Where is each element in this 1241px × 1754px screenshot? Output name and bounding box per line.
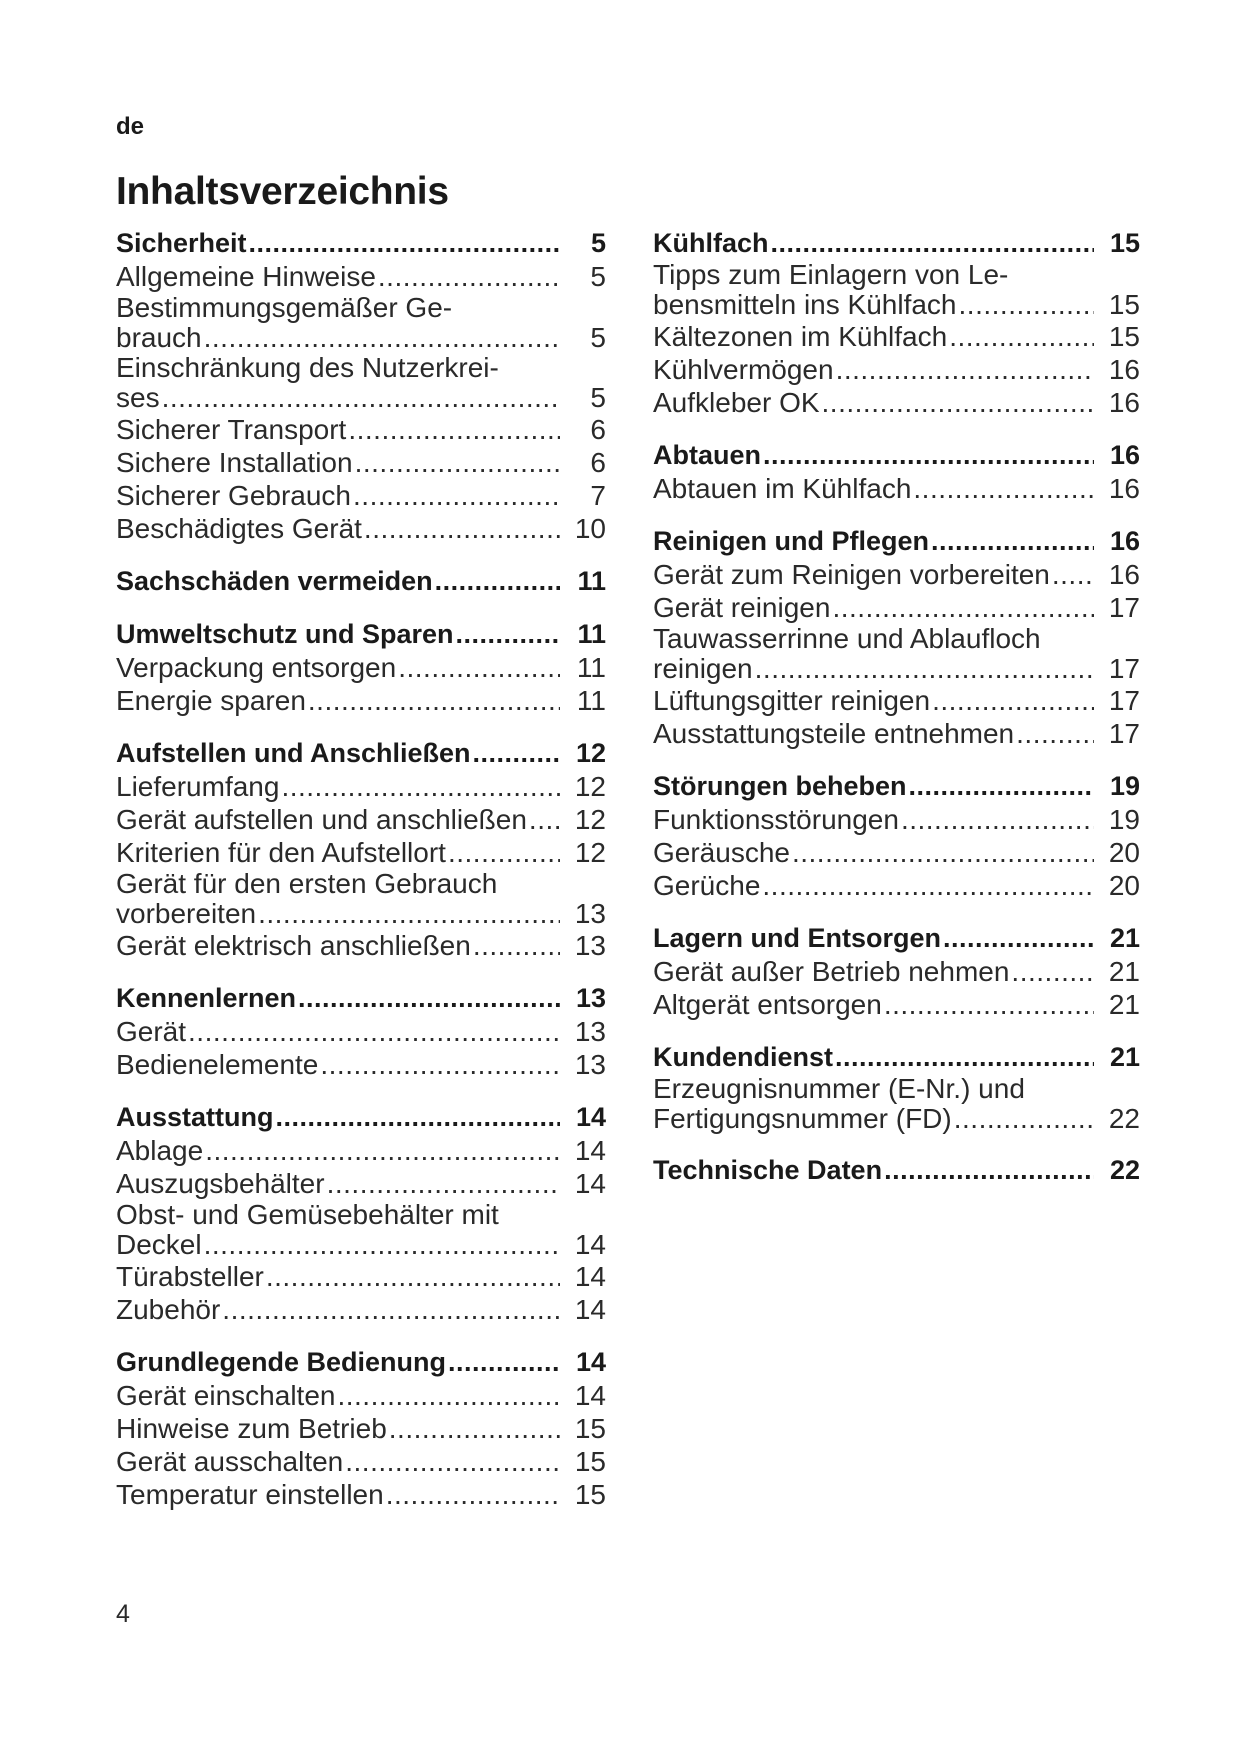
toc-page-number: 16 (1108, 387, 1140, 418)
dot-leader (1016, 717, 1094, 750)
toc-section (653, 525, 1140, 750)
dot-leader (755, 653, 1094, 684)
dot-leader (204, 1229, 560, 1260)
toc-page-number: 17 (1108, 653, 1140, 684)
toc-entry[interactable] (116, 446, 606, 479)
toc-page-number: 15 (574, 1413, 606, 1444)
toc-entry[interactable] (116, 1134, 606, 1167)
dot-leader (473, 737, 560, 770)
toc-column-left (116, 227, 606, 1531)
dot-leader (355, 446, 560, 479)
toc-section-heading[interactable] (653, 439, 1140, 472)
toc-entry-title: Auszugsbehälter (116, 1168, 325, 1199)
toc-entry[interactable] (116, 1229, 606, 1260)
toc-entry-title: bensmitteln ins Kühlfach (653, 289, 957, 320)
toc-entry-title: brauch (116, 322, 202, 353)
toc-section (653, 227, 1140, 419)
toc-page-number: 5 (590, 261, 606, 292)
toc-entry-title: Abtauen im Kühlfach (653, 473, 912, 504)
toc-section-heading[interactable] (653, 922, 1140, 955)
dot-leader (931, 525, 1094, 558)
toc-entry-title: Aufstellen und Anschließen (116, 738, 471, 768)
toc-entry-title: Funktionsstörungen (653, 804, 899, 835)
toc-page-number: 12 (574, 837, 606, 868)
toc-entry-title: Sicherer Transport (116, 414, 347, 445)
toc-page-number: 16 (1108, 559, 1140, 590)
dot-leader (266, 1260, 560, 1293)
toc-entry[interactable] (116, 651, 606, 684)
dot-leader (364, 512, 560, 545)
toc-section-heading[interactable] (653, 1041, 1140, 1074)
toc-entry[interactable] (653, 653, 1140, 684)
toc-column-right (653, 227, 1140, 1207)
dot-leader (281, 770, 560, 803)
toc-entry[interactable] (653, 472, 1140, 505)
toc-section (653, 770, 1140, 902)
toc-section (116, 618, 606, 717)
toc-entry-title: Beschädigtes Gerät (116, 513, 362, 544)
toc-entry-title-wrapped: Tipps zum Einlagern von Le- (653, 259, 1009, 290)
toc-entry[interactable] (653, 803, 1140, 836)
toc-page-number: 20 (1108, 837, 1140, 868)
dot-leader (298, 982, 560, 1015)
toc-entry[interactable] (653, 558, 1140, 591)
toc-entry-title: Kriterien für den Aufstellort (116, 837, 446, 868)
toc-entry[interactable] (116, 770, 606, 803)
toc-section-heading[interactable] (653, 770, 1140, 803)
toc-page-number: 15 (574, 1479, 606, 1510)
toc-section (116, 737, 606, 962)
dot-leader (389, 1412, 560, 1445)
dot-leader (949, 320, 1094, 353)
toc-entry-title: Gerät elektrisch anschließen (116, 930, 471, 961)
toc-page-number: 22 (1108, 1103, 1140, 1134)
toc-page-number: 14 (574, 1135, 606, 1166)
toc-page-number: 19 (1108, 804, 1140, 835)
toc-entry-title-wrapped: Gerät für den ersten Gebrauch (116, 868, 498, 899)
toc-section (653, 1041, 1140, 1134)
dot-leader (386, 1478, 560, 1511)
toc-entry[interactable] (116, 1379, 606, 1412)
toc-page-number: 14 (574, 1168, 606, 1199)
toc-page-number: 15 (1108, 321, 1140, 352)
dot-leader (884, 988, 1094, 1021)
toc-entry-title: Sichere Installation (116, 447, 353, 478)
toc-entry[interactable] (653, 955, 1140, 988)
toc-entry-title: Bedienelemente (116, 1049, 319, 1080)
toc-entry-title: Kundendienst (653, 1042, 833, 1072)
dot-leader (348, 413, 560, 446)
toc-entry-title: Lagern und Entsorgen (653, 923, 942, 953)
toc-entry-title: Ablage (116, 1135, 204, 1166)
dot-leader (398, 651, 560, 684)
toc-entry-title-wrapped: Obst- und Gemüsebehälter mit (116, 1199, 499, 1230)
dot-leader (913, 472, 1094, 505)
toc-entry[interactable] (116, 479, 606, 512)
toc-entry-title: Gerät einschalten (116, 1380, 336, 1411)
toc-page-number: 13 (574, 1016, 606, 1047)
dot-leader (337, 1379, 560, 1412)
toc-section (116, 227, 606, 545)
toc-entry[interactable] (116, 1167, 606, 1200)
toc-page-number: 14 (574, 1294, 606, 1325)
toc-entry-title-wrapped: Einschränkung des Nutzerkrei- (116, 352, 499, 383)
toc-page-number: 6 (590, 414, 606, 445)
toc-section (653, 1154, 1140, 1187)
toc-page-number: 20 (1108, 870, 1140, 901)
toc-entry-title: Allgemeine Hinweise (116, 261, 376, 292)
toc-entry[interactable] (653, 717, 1140, 750)
toc-section (653, 922, 1140, 1021)
toc-page-number: 11 (576, 652, 606, 683)
toc-page-number: 11 (577, 566, 606, 596)
toc-entry-title: Kühlvermögen (653, 354, 834, 385)
toc-entry[interactable] (653, 320, 1140, 353)
toc-entry-title: vorbereiten (116, 898, 257, 929)
toc-entry-title: Sicherer Gebrauch (116, 480, 352, 511)
toc-page-number: 13 (575, 983, 606, 1013)
toc-page-number: 12 (575, 738, 606, 768)
toc-entry-title: Ausstattung (116, 1102, 274, 1132)
toc-page-number: 16 (1108, 354, 1140, 385)
toc-entry-title: Fertigungsnummer (FD) (653, 1103, 952, 1134)
toc-page-number: 16 (1108, 473, 1140, 504)
toc-entry-title: Gerät zum Reinigen vorbereiten (653, 559, 1050, 590)
toc-entry-title: Reinigen und Pflegen (653, 526, 930, 556)
language-code: de (116, 113, 145, 140)
toc-section (653, 439, 1140, 505)
toc-page-number: 14 (575, 1102, 606, 1132)
dot-leader (204, 322, 560, 353)
toc-entry[interactable] (116, 1478, 606, 1511)
toc-entry[interactable] (116, 382, 606, 413)
toc-entry[interactable] (653, 591, 1140, 624)
toc-entry-title: Abtauen (653, 440, 761, 470)
toc-page-number: 17 (1108, 592, 1140, 623)
toc-entry-title: Altgerät entsorgen (653, 989, 882, 1020)
toc-entry[interactable] (116, 929, 606, 962)
toc-section (116, 565, 606, 598)
page-number: 4 (116, 1600, 130, 1628)
toc-section (116, 1101, 606, 1326)
toc-page-number: 21 (1109, 1042, 1140, 1072)
dot-leader (320, 1048, 560, 1081)
toc-entry[interactable] (116, 413, 606, 446)
toc-page-number: 13 (574, 930, 606, 961)
toc-entry-title: Zubehör (116, 1294, 221, 1325)
dot-leader (435, 565, 560, 598)
toc-page-number: 17 (1108, 718, 1140, 749)
toc-page-number: 16 (1109, 526, 1140, 556)
toc-page-number: 7 (590, 480, 606, 511)
toc-entry[interactable] (116, 1048, 606, 1081)
toc-entry-title: Temperatur einstellen (116, 1479, 384, 1510)
toc-entry[interactable] (653, 836, 1140, 869)
dot-leader (832, 591, 1094, 624)
toc-entry[interactable] (116, 684, 606, 717)
toc-page-number: 13 (574, 1049, 606, 1080)
toc-entry-title-wrapped: Bestimmungsgemäßer Ge- (116, 292, 453, 323)
toc-section-heading[interactable] (116, 737, 606, 770)
toc-section-heading[interactable] (116, 982, 606, 1015)
toc-entry-title-wrapped: Erzeugnisnummer (E-Nr.) und (653, 1073, 1025, 1104)
toc-section-heading[interactable] (653, 525, 1140, 558)
toc-page-number: 22 (1109, 1155, 1140, 1185)
toc-entry[interactable] (116, 1293, 606, 1326)
toc-page-number: 21 (1108, 956, 1140, 987)
toc-entry[interactable] (653, 869, 1140, 902)
toc-entry-title: ses (116, 382, 160, 413)
dot-leader (448, 836, 560, 869)
toc-entry[interactable] (116, 1445, 606, 1478)
toc-page-number: 5 (590, 382, 606, 413)
toc-page-number: 15 (1109, 228, 1140, 258)
toc-page-number: 12 (574, 804, 606, 835)
toc-entry-title: Hinweise zum Betrieb (116, 1413, 387, 1444)
toc-entry-title: Kennenlernen (116, 983, 297, 1013)
toc-entry[interactable] (116, 1015, 606, 1048)
toc-entry-title: Gerät ausschalten (116, 1446, 344, 1477)
toc-page-number: 21 (1108, 989, 1140, 1020)
toc-entry-title: Lieferumfang (116, 771, 280, 802)
dot-leader (529, 803, 560, 836)
dot-leader (771, 227, 1094, 260)
dot-leader (473, 929, 560, 962)
dot-leader (162, 382, 560, 413)
dot-leader (836, 353, 1094, 386)
dot-leader (327, 1167, 560, 1200)
toc-entry-title: Geräusche (653, 837, 790, 868)
dot-leader (1052, 558, 1094, 591)
toc-entry[interactable] (653, 988, 1140, 1021)
toc-section-heading[interactable] (116, 1346, 606, 1379)
toc-entry-title: Kühlfach (653, 228, 769, 258)
dot-leader (308, 684, 560, 717)
toc-page-number: 14 (575, 1347, 606, 1377)
dot-leader (448, 1346, 560, 1379)
dot-leader (822, 386, 1094, 419)
dot-leader (954, 1103, 1094, 1134)
toc-page-number: 6 (590, 447, 606, 478)
dot-leader (258, 898, 560, 929)
dot-leader (456, 618, 560, 651)
dot-leader (835, 1041, 1094, 1074)
toc-section (116, 982, 606, 1081)
toc-page-number: 16 (1109, 440, 1140, 470)
toc-entry-title: Sachschäden vermeiden (116, 566, 433, 596)
toc-page-number: 10 (574, 513, 606, 544)
toc-entry-title: Umweltschutz und Sparen (116, 619, 454, 649)
toc-entry-title: reinigen (653, 653, 753, 684)
toc-entry-title: Gerät außer Betrieb nehmen (653, 956, 1010, 987)
toc-entry[interactable] (116, 260, 606, 293)
toc-entry-title: Lüftungsgitter reinigen (653, 685, 931, 716)
toc-page-number: 14 (574, 1380, 606, 1411)
toc-page-number: 19 (1109, 771, 1140, 801)
toc-entry[interactable] (116, 512, 606, 545)
dot-leader (353, 479, 560, 512)
toc-entry-title: Ausstattungsteile entnehmen (653, 718, 1015, 749)
dot-leader (943, 922, 1094, 955)
toc-page-number: 15 (574, 1446, 606, 1477)
dot-leader (792, 836, 1094, 869)
toc-section-heading[interactable] (116, 618, 606, 651)
toc-entry[interactable] (116, 803, 606, 836)
toc-page-number: 14 (574, 1229, 606, 1260)
toc-entry-title: Gerüche (653, 870, 761, 901)
toc-entry-title: Grundlegende Bedienung (116, 1347, 447, 1377)
dot-leader (188, 1015, 560, 1048)
toc-entry-title: Kältezonen im Kühlfach (653, 321, 948, 352)
dot-leader (762, 869, 1094, 902)
toc-page-number: 17 (1108, 685, 1140, 716)
toc-page-number: 11 (576, 685, 606, 716)
dot-leader (378, 260, 560, 293)
toc-entry-title: Gerät (116, 1016, 187, 1047)
toc-entry[interactable] (653, 684, 1140, 717)
toc-page-number: 5 (590, 228, 606, 258)
toc-section-heading[interactable] (116, 1101, 606, 1134)
dot-leader (932, 684, 1094, 717)
page-title: Inhaltsverzeichnis (116, 170, 449, 213)
toc-page-number: 11 (577, 619, 606, 649)
dot-leader (763, 439, 1094, 472)
dot-leader (901, 803, 1094, 836)
toc-page-number: 14 (574, 1261, 606, 1292)
toc-entry[interactable] (116, 322, 606, 353)
toc-entry-title: Technische Daten (653, 1155, 883, 1185)
dot-leader (249, 227, 560, 260)
toc-entry[interactable] (116, 1260, 606, 1293)
toc-entry-title: Sicherheit (116, 228, 247, 258)
dot-leader (345, 1445, 560, 1478)
toc-entry[interactable] (116, 898, 606, 929)
toc-entry[interactable] (653, 289, 1140, 320)
toc-entry-title: Gerät reinigen (653, 592, 831, 623)
toc-entry-title: Türabsteller (116, 1261, 264, 1292)
toc-section-heading[interactable] (116, 565, 606, 598)
toc-entry[interactable] (116, 836, 606, 869)
toc-section-heading[interactable] (116, 227, 606, 260)
toc-entry-title: Aufkleber OK (653, 387, 820, 418)
toc-entry-title: Störungen beheben (653, 771, 907, 801)
toc-entry-title: Deckel (116, 1229, 202, 1260)
toc-entry[interactable] (116, 1412, 606, 1445)
dot-leader (1011, 955, 1094, 988)
toc-section (116, 1346, 606, 1511)
toc-page-number: 21 (1109, 923, 1140, 953)
dot-leader (276, 1101, 561, 1134)
toc-entry-title: Energie sparen (116, 685, 306, 716)
toc-entry[interactable] (653, 386, 1140, 419)
toc-page-number: 15 (1108, 289, 1140, 320)
toc-entry[interactable] (653, 1103, 1140, 1134)
dot-leader (909, 770, 1094, 803)
toc-page-number: 13 (574, 898, 606, 929)
toc-entry-title-wrapped: Tauwasserrinne und Ablaufloch (653, 623, 1041, 654)
toc-section-heading[interactable] (653, 1154, 1140, 1187)
toc-page-number: 5 (590, 322, 606, 353)
dot-leader (884, 1154, 1094, 1187)
dot-leader (222, 1293, 560, 1326)
dot-leader (959, 289, 1094, 320)
dot-leader (205, 1134, 560, 1167)
toc-section-heading[interactable] (653, 227, 1140, 260)
toc-entry[interactable] (653, 353, 1140, 386)
toc-entry-title: Verpackung entsorgen (116, 652, 397, 683)
toc-page-number: 12 (574, 771, 606, 802)
toc-entry-title: Gerät aufstellen und anschließen (116, 804, 527, 835)
